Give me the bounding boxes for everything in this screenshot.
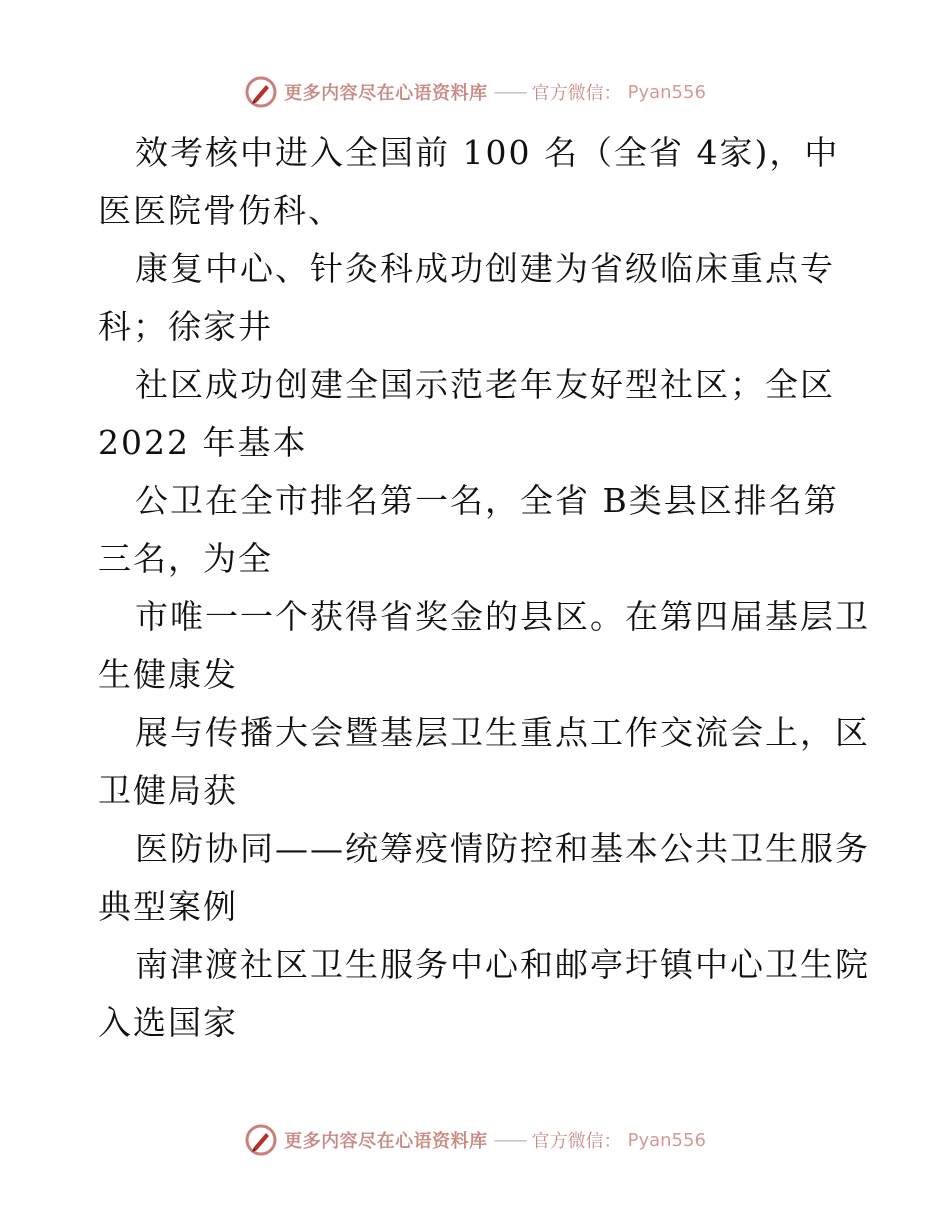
pen-logo-icon [244,75,278,109]
paragraph-1 [98,124,858,240]
line: 入选国家 [98,1003,238,1042]
watermark-wechat-label: 官方微信： [531,1131,622,1152]
document-body [98,124,870,1052]
pen-logo-icon [244,1123,278,1157]
line: 效考核中进入全国前 100 名（全省 4家)，中 [135,133,840,172]
line: 2022 年基本 [98,423,308,462]
watermark-text: 更多内容尽在心语资料库 [284,1131,488,1152]
paragraph-6 [98,704,870,820]
paragraph-3 [98,356,858,472]
line: 典型案例 [98,887,238,926]
line: 市唯一一个获得省奖金的县区。在第四届基层卫 [135,597,870,636]
line: 三名，为全 [98,539,273,578]
line: 科；徐家井 [98,307,273,346]
watermark-dash: —— [493,1129,526,1151]
watermark-text: 更多内容尽在心语资料库 [284,83,488,104]
paragraph-5 [98,588,870,704]
line: 卫健局获 [98,771,238,810]
line: 医医院骨伤科、 [98,191,343,230]
line: 公卫在全市排名第一名，全省 B类县区排名第 [135,481,839,520]
watermark-wechat-id: Pyan556 [627,1129,706,1151]
footer-watermark [0,1120,950,1160]
paragraph-8 [98,936,870,1052]
watermark-wechat-label: 官方微信： [531,83,622,104]
line: 社区成功创建全国示范老年友好型社区；全区 [135,365,835,404]
line: 康复中心、针灸科成功创建为省级临床重点专 [135,249,835,288]
paragraph-4 [98,472,858,588]
line: 生健康发 [98,655,238,694]
watermark-dash: —— [493,81,526,103]
line: 医防协同——统筹疫情防控和基本公共卫生服务 [135,829,870,868]
line: 南津渡社区卫生服务中心和邮亭圩镇中心卫生院 [135,945,870,984]
paragraph-7 [98,820,870,936]
watermark-wechat-id: Pyan556 [627,81,706,103]
paragraph-2 [98,240,858,356]
line: 展与传播大会暨基层卫生重点工作交流会上，区 [135,713,870,752]
header-watermark [0,72,950,112]
